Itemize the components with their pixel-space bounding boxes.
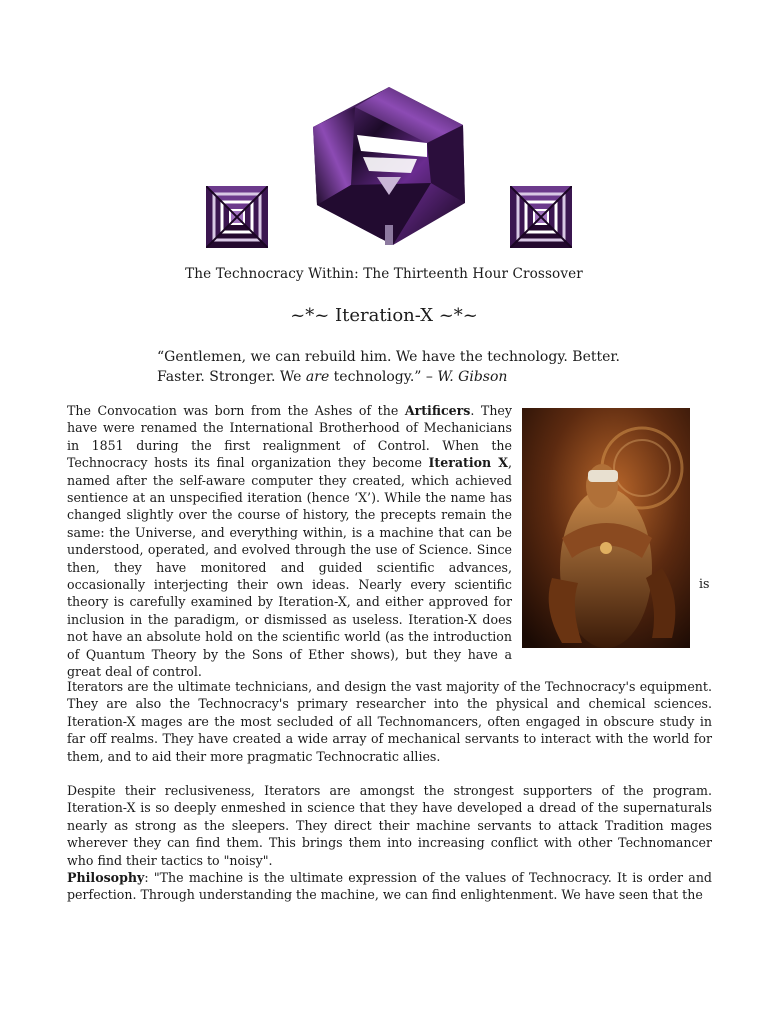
quote-text: “Gentlemen, we can rebuild him. We have the technology. Better. Faster. Stronger. We <box>157 349 620 385</box>
paragraph-history <box>67 402 512 681</box>
square-emblem-right <box>510 186 572 248</box>
para1-text-4: either approved for inclusion in the paradigm, or dismissed as useless. Iteration-X does not have an absolute hold on the scientific world (as the introduction of Quantum Theory by the Sons of Ether shows), but they have a great deal of control. <box>67 594 513 680</box>
epigraph-quote <box>157 347 657 387</box>
paragraph-philosophy <box>67 869 712 904</box>
cyborg-figure-image <box>522 408 690 648</box>
document-subtitle: The Technocracy Within: The Thirteenth Hour Crossover <box>185 266 583 282</box>
philosophy-label: Philosophy <box>67 870 145 885</box>
para1-bold-artificers: Artificers <box>404 403 471 418</box>
section-title: ~*~ Iteration-X ~*~ <box>290 305 478 326</box>
quote-dash: technology.” – <box>329 369 438 385</box>
square-emblem-left <box>206 186 268 248</box>
para1-tail-word: is <box>699 576 710 591</box>
philosophy-text: : "The machine is the ultimate expression of the values of Technocracy. It is order and perfection. Through understanding the machine, we can find enlightenment. We have seen that the <box>67 870 712 903</box>
paragraph-reclusiveness: Despite their reclusiveness, Iterators are amongst the strongest supporters of the program. Iteration-X is so deeply enmeshed in science that they have developed a dread of the supernaturals nearly as strong as the sleepers. They direct their machine servants to attack Tradition mages wherever they can find them. This brings them into increasing conflict with other Technomancer who find their tactics to "noisy". <box>67 783 712 868</box>
iteration-x-logo <box>303 85 475 247</box>
quote-emphasis: are <box>305 369 330 385</box>
para1-bold-iteration-x: Iteration X <box>428 455 508 471</box>
para1-text-3: , named after the self-aware computer they created, which achieved sentience at an unspecified iteration (hence ‘X’). While the name has changed slightly over the course of history, the precepts remain the same: the Universe, and everything within, is a machine that can be understood, operated, and evolved through the use of Science. Since then, they have monitored and guided scientific advances, occasionally interjecting their own ideas. Nearly every scientific theory is carefully examined by Iteration-X, and <box>67 455 512 610</box>
para1-text-2: . They have were renamed the International Brotherhood of Mechanicians in 1851 during the first realignment of Control. When the Technocracy hosts its final organization they become <box>67 403 512 471</box>
para1-text-1: The Convocation was born from the Ashes of the <box>67 403 405 418</box>
paragraph-iterators: Iterators are the ultimate technicians, and design the vast majority of the Technocracy's equipment. They are also the Technocracy's primary researcher into the physical and chemical sciences. Iteration-X mages are the most secluded of all Technomancers, often engaged in obscure study in far off realms. They have created a wide array of mechanical servants to interact with the world for them, and to aid their more pragmatic Technocratic allies. <box>67 679 712 764</box>
quote-attribution: W. Gibson <box>437 369 508 385</box>
